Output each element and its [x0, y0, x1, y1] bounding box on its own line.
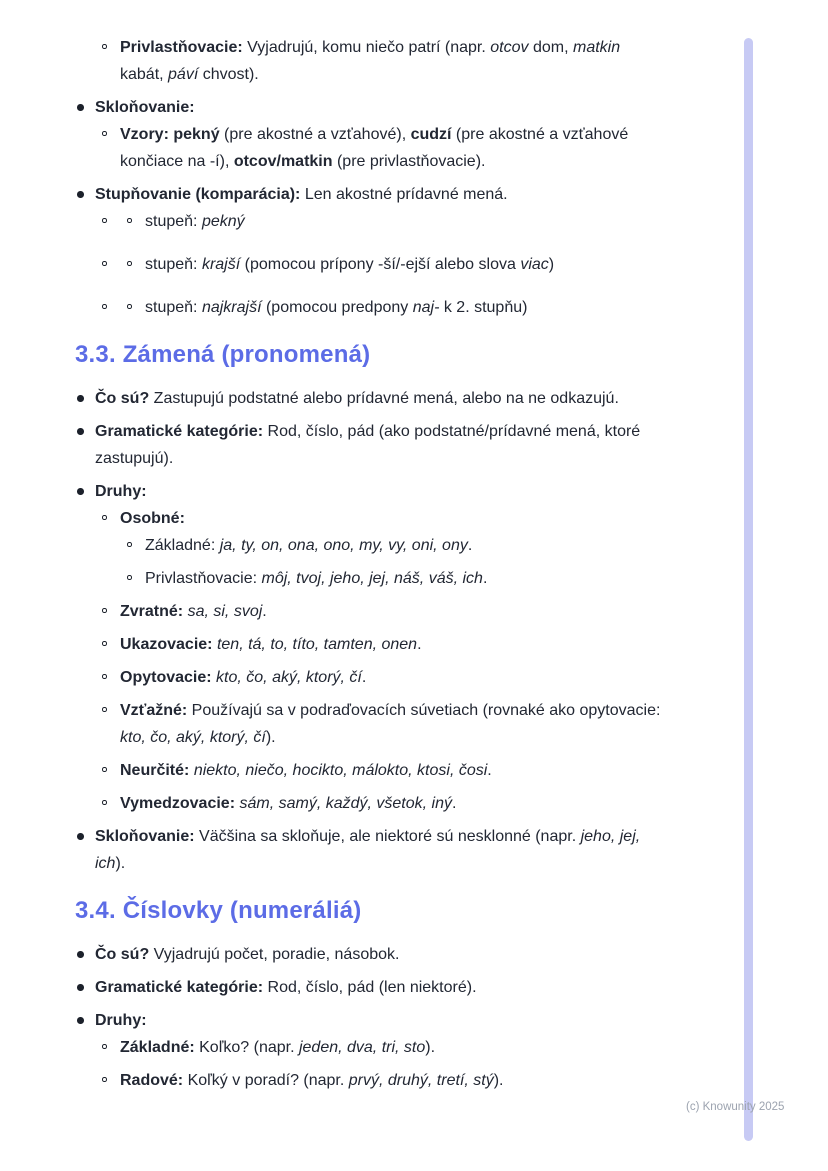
circle-bullet-icon — [100, 757, 120, 784]
circle-bullet-icon — [125, 532, 145, 559]
list-item-text: Základné: Koľko? (napr. jeden, dva, tri, sto). — [120, 1039, 436, 1056]
list-item-text: Neurčité: niekto, niečo, hocikto, málokto, ktosi, čosi. — [120, 762, 492, 779]
circle-bullet-icon — [125, 565, 145, 592]
disc-bullet-icon — [75, 941, 95, 968]
list-item — [75, 941, 667, 968]
list-item — [75, 181, 667, 208]
circle-bullet-icon — [100, 34, 120, 61]
list-item-text: Druhy: — [95, 1012, 147, 1029]
list-item — [100, 251, 667, 278]
circle-bullet-icon — [100, 121, 120, 148]
copyright-label: (c) Knowunity 2025 — [686, 1101, 785, 1113]
circle-bullet-icon — [125, 251, 145, 278]
list-item-text: stupeň: najkrajší (pomocou predpony naj- k 2. stupňu) — [145, 299, 528, 316]
list-item-text: Základné: ja, ty, on, ona, ono, my, vy, oni, ony. — [145, 537, 473, 554]
circle-bullet-icon — [100, 631, 120, 658]
disc-bullet-icon — [75, 823, 95, 850]
list-item-text: Privlastňovacie: Vyjadrujú, komu niečo patrí (napr. otcov dom, matkin kabát, páví chvost). — [120, 39, 621, 83]
list-item-text: Privlastňovacie: môj, tvoj, jeho, jej, náš, váš, ich. — [145, 570, 488, 587]
list-item-text: Skloňovanie: Väčšina sa skloňuje, ale niektoré sú nesklonné (napr. jeho, jej, ich). — [95, 828, 641, 872]
circle-bullet-icon — [100, 664, 120, 691]
list-item — [125, 532, 667, 559]
list-item-text: Stupňovanie (komparácia): Len akostné prídavné mená. — [95, 186, 508, 203]
list-item-text: Čo sú? Zastupujú podstatné alebo prídavné mená, alebo na ne odkazujú. — [95, 390, 619, 407]
circle-bullet-icon — [125, 294, 145, 321]
disc-bullet-icon — [75, 974, 95, 1001]
circle-bullet-icon — [100, 697, 120, 724]
list-item — [100, 598, 667, 625]
disc-bullet-icon — [75, 418, 95, 445]
list-item — [75, 94, 667, 121]
circle-bullet-icon — [125, 208, 145, 235]
circle-bullet-icon — [100, 598, 120, 625]
disc-bullet-icon — [75, 94, 95, 121]
list-item — [75, 974, 667, 1001]
disc-bullet-icon — [75, 181, 95, 208]
disc-bullet-icon — [75, 1007, 95, 1034]
list-item — [100, 664, 667, 691]
list-item-text: Osobné: — [120, 510, 185, 527]
list-item — [100, 505, 667, 532]
disc-bullet-icon — [75, 385, 95, 412]
list-item-text: Druhy: — [95, 483, 147, 500]
list-item — [100, 790, 667, 817]
list-item-text: Opytovacie: kto, čo, aký, ktorý, čí. — [120, 669, 367, 686]
circle-bullet-icon — [100, 790, 120, 817]
section-heading: 3.3. Zámená (pronomená) — [75, 341, 371, 368]
list-item — [75, 1007, 667, 1034]
list-item-text: Ukazovacie: ten, tá, to, títo, tamten, onen. — [120, 636, 422, 653]
circle-bullet-icon — [100, 251, 125, 278]
list-item-text: Gramatické kategórie: Rod, číslo, pád (len niektoré). — [95, 979, 477, 996]
list-item — [125, 565, 667, 592]
list-item — [100, 34, 667, 88]
scrollbar[interactable] — [744, 38, 753, 1141]
circle-bullet-icon — [100, 294, 125, 321]
list-item — [100, 208, 667, 235]
list-item-text: Vzťažné: Používajú sa v podraďovacích súvetiach (rovnaké ako opytovacie: kto, čo, aký, ktorý, čí). — [120, 702, 661, 746]
list-item — [75, 823, 667, 877]
list-item — [75, 385, 667, 412]
list-item — [100, 294, 667, 321]
list-item — [100, 757, 667, 784]
list-item — [100, 697, 667, 751]
list-item — [75, 478, 667, 505]
list-item-text: Vzory: pekný (pre akostné a vzťahové), cudzí (pre akostné a vzťahové končiace na -í), otcov/matkin (pre privlastňovacie). — [120, 126, 629, 170]
list-item — [100, 121, 667, 175]
circle-bullet-icon — [100, 505, 120, 532]
list-item — [100, 1034, 667, 1061]
list-item — [100, 1067, 667, 1094]
list-item — [75, 418, 667, 472]
document-content — [75, 34, 667, 1100]
section-heading: 3.4. Číslovky (numeráliá) — [75, 897, 362, 924]
list-item-text: Gramatické kategórie: Rod, číslo, pád (ako podstatné/prídavné mená, ktoré zastupujú). — [95, 423, 641, 467]
list-item-text: Zvratné: sa, si, svoj. — [120, 603, 267, 620]
circle-bullet-icon — [100, 1067, 120, 1094]
disc-bullet-icon — [75, 478, 95, 505]
circle-bullet-icon — [100, 1034, 120, 1061]
list-item-text: Vymedzovacie: sám, samý, každý, všetok, iný. — [120, 795, 457, 812]
list-item — [100, 631, 667, 658]
circle-bullet-icon — [100, 208, 125, 235]
list-item-text: Skloňovanie: — [95, 99, 195, 116]
list-item-text: Radové: Koľký v poradí? (napr. prvý, druhý, tretí, stý). — [120, 1072, 504, 1089]
list-item-text: stupeň: krajší (pomocou prípony -ší/-ejší alebo slova viac) — [145, 256, 555, 273]
list-item-text: Čo sú? Vyjadrujú počet, poradie, násobok. — [95, 946, 400, 963]
list-item-text: stupeň: pekný — [145, 213, 245, 230]
